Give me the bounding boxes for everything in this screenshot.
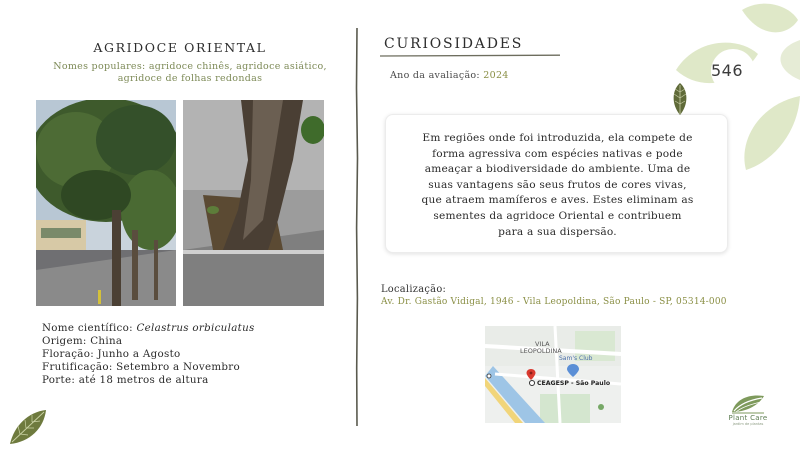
- plant-title: AGRIDOCE ORIENTAL: [93, 40, 267, 55]
- leaf-icon: [669, 82, 691, 116]
- popular-names: [40, 61, 340, 85]
- column-divider: [355, 28, 359, 426]
- title-underline: [380, 53, 560, 59]
- curiosity-text: [398, 131, 717, 240]
- location-address: Av. Dr. Gastão Vidigal, 1946 - Vila Leopoldina, São Paulo - SP, 05314-000: [381, 297, 727, 307]
- leaf-decoration: [676, 0, 800, 180]
- popular-names-line1: Nomes populares: agridoce chinês, agridoce asiático,: [53, 61, 327, 72]
- location-label: Localização:: [381, 284, 447, 295]
- leaf-icon: [8, 408, 48, 446]
- trunk-photo: [183, 100, 324, 306]
- year-value: 2024: [483, 70, 509, 81]
- card-line: Em regiões onde foi introduzida, ela compete de: [422, 132, 693, 144]
- map-poi-main: CEAGESP - São Paulo: [537, 380, 611, 387]
- leaf-icon: [728, 392, 768, 414]
- map-district-line2: LEOPOLDINA: [520, 347, 562, 355]
- card-line: sementes da agridoce Oriental e contribuem: [433, 209, 682, 222]
- logo-name: Plant Care: [728, 414, 768, 422]
- card-line: suas vantagens são seus frutos de cores vivas,: [428, 178, 687, 191]
- scientific-name-row: [42, 322, 255, 335]
- map-poi-club: Sam's Club: [559, 355, 593, 362]
- section-title: CURIOSIDADES: [384, 36, 524, 52]
- plant-number: 546: [711, 61, 744, 80]
- tree-photo: [36, 100, 176, 306]
- origin-row: Origem: China: [42, 335, 123, 347]
- brand-logo: [718, 392, 778, 442]
- leaf-icon: [744, 96, 800, 170]
- map-district-line1: VILA: [535, 340, 550, 348]
- card-line: ameaçar a biodiversidade do ambiente. Uma de: [424, 163, 691, 176]
- card-line: para a sua dispersão.: [498, 225, 617, 238]
- fruiting-row: Frutificação: Setembro a Novembro: [42, 361, 241, 373]
- leaf-icon: [742, 4, 798, 33]
- size-row: Porte: até 18 metros de altura: [42, 374, 209, 386]
- evaluation-year: [390, 70, 509, 81]
- flowering-row: Floração: Junho a Agosto: [42, 348, 181, 360]
- logo-subtitle: jardim de plantas: [732, 422, 764, 426]
- scientific-name-label: Nome científico:: [42, 322, 137, 334]
- popular-names-line2: agridoce de folhas redondas: [117, 73, 263, 84]
- location-map[interactable]: [485, 326, 621, 423]
- card-line: que atraem mamíferos e aves. Estes eliminam as: [421, 194, 694, 207]
- plant-info: [42, 322, 255, 387]
- scientific-name-value: Celastrus orbiculatus: [136, 322, 255, 334]
- card-line: forma agressiva com espécies nativas e pode: [432, 147, 683, 160]
- year-label: Ano da avaliação:: [390, 70, 484, 81]
